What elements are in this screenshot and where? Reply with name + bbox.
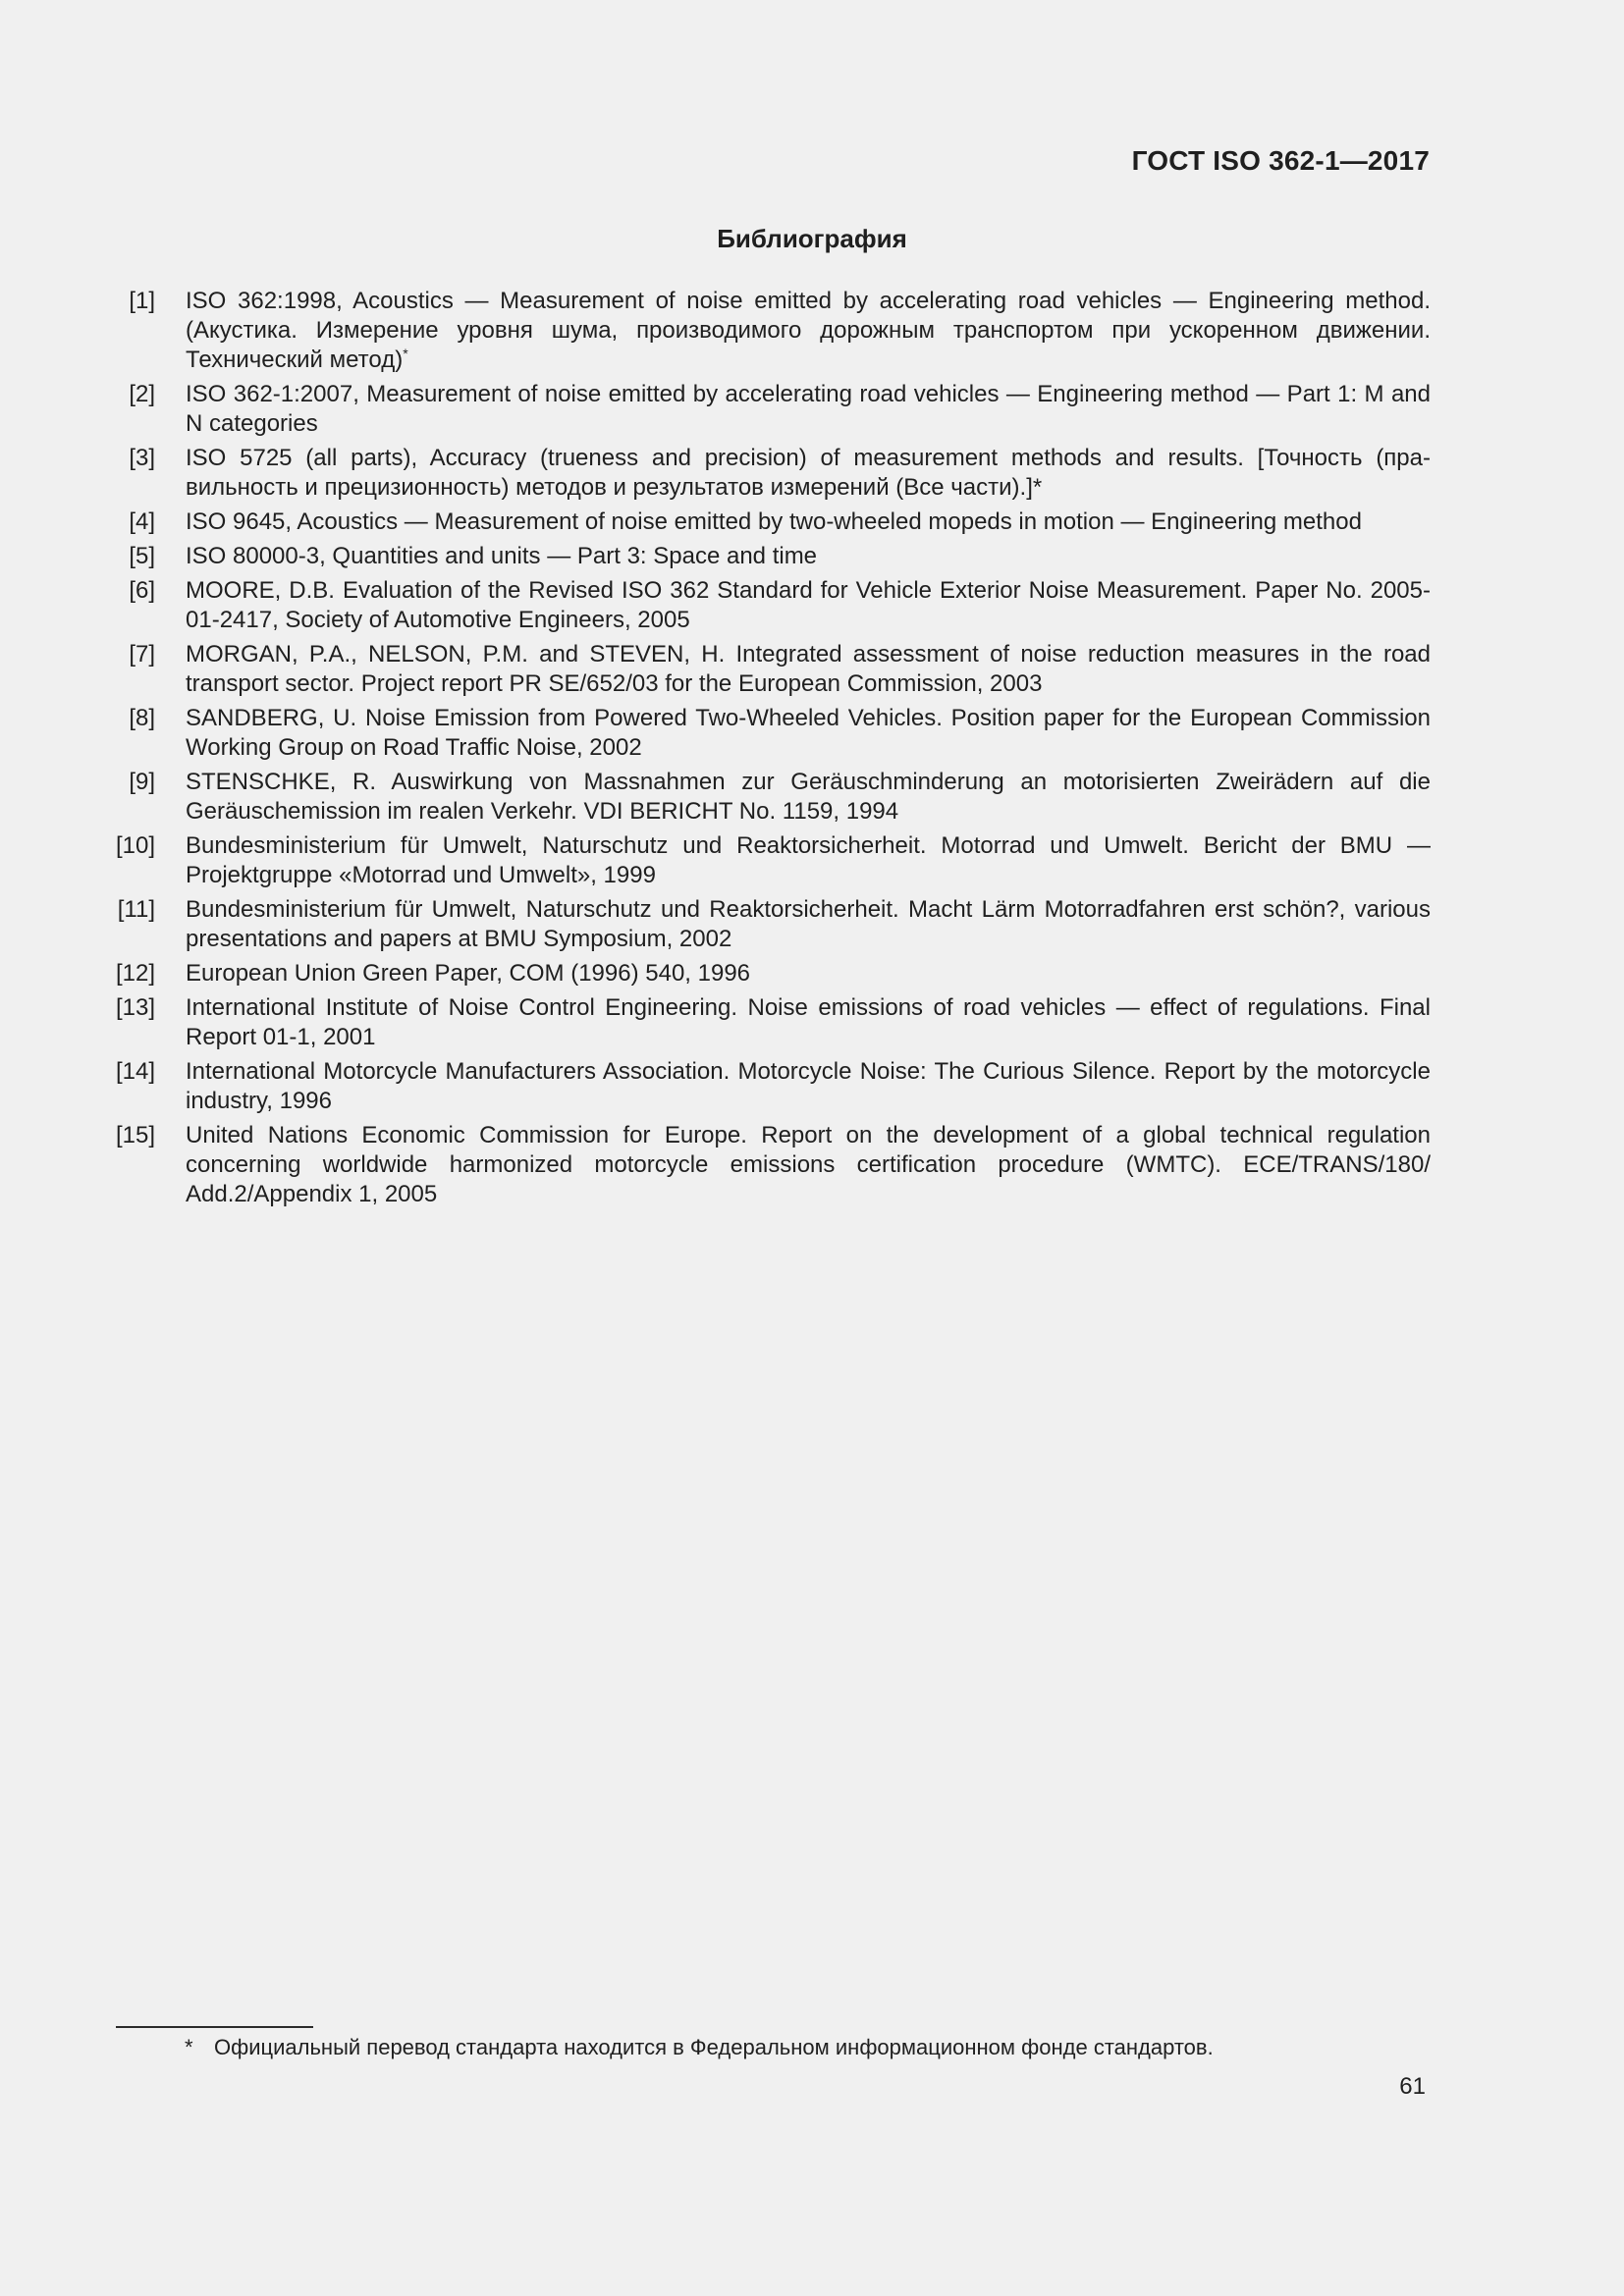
reference-text: STENSCHKE, R. Auswirkung von Massnahmen zur Geräuschminderung an motorisierten Zweirädern auf die Geräuschemission im realen Verkehr. VDI BERICHT No. 1159, 1994 [186,769,1431,825]
reference-text: ISO 9645, Acoustics — Measurement of noise emitted by two-wheeled mopeds in motion — Engineering method [186,508,1362,535]
reference-item [108,542,1431,571]
page-number: 61 [1399,2073,1426,2100]
reference-text: ISO 80000-3, Quantities and units — Part 3: Space and time [186,543,818,569]
reference-item [108,959,1431,988]
reference-text: United Nations Economic Commission for Europe. Report on the development of a global technical regulation concerning worldwide harmonized motorcycle emissions certification procedure (WMTC). ECE/TRANS/180/ Add.2/Appendix 1, 2005 [186,1122,1431,1207]
footnote-marker: * [185,2035,193,2059]
reference-item [108,640,1431,699]
reference-text: MORGAN, P.A., NELSON, P.M. and STEVEN, H. Integrated assessment of noise reduction measures in the road transport sector. Project report PR SE/652/03 for the European Commission, 2003 [186,641,1431,697]
reference-item [108,768,1431,827]
reference-number: [12] [115,960,155,987]
reference-number: [5] [129,543,155,569]
reference-text: Bundesministerium für Umwelt, Naturschutz und Reaktorsicherheit. Motorrad und Umwelt. Bericht der BMU — Projektgruppe «Motorrad und Umwelt», 1999 [186,832,1431,888]
reference-number: [4] [129,508,155,535]
reference-text: International Institute of Noise Control Engineering. Noise emissions of road vehicles — effect of regulations. Final Report 01-1, 2001 [186,994,1431,1050]
reference-text: MOORE, D.B. Evaluation of the Revised ISO 362 Standard for Vehicle Exterior Noise Measurement. Paper No. 2005-01-2417, Society of Automotive Engineers, 2005 [186,577,1431,633]
reference-text: SANDBERG, U. Noise Emission from Powered Two-Wheeled Vehicles. Position paper for the European Commission Working Group on Road Traffic Noise, 2002 [186,705,1431,761]
reference-item [108,831,1431,890]
reference-number: [3] [129,445,155,471]
reference-number: [8] [129,705,155,731]
document-code: ГОСТ ISO 362-1—2017 [1131,145,1430,176]
reference-text: ISO 362:1998, Acoustics — Measurement of noise emitted by accelerating road vehicles — Engineering method. (Акустика. Измерение уровня шума, производимого дорожным транспортом при ускоренном движении. Технический метод)* [186,288,1431,373]
footnote-marker: * [403,346,408,361]
reference-item [108,895,1431,954]
reference-item [108,576,1431,635]
reference-text: European Union Green Paper, COM (1996) 540, 1996 [186,960,751,987]
reference-number: [2] [129,381,155,407]
footnote-separator [116,2026,313,2028]
bibliography-list [108,287,1431,1214]
reference-text: International Motorcycle Manufacturers Association. Motorcycle Noise: The Curious Silence. Report by the motorcycle industry, 1996 [186,1058,1431,1114]
reference-text: ISO 362-1:2007, Measurement of noise emitted by accelerating road vehicles — Engineering method — Part 1: M and N categories [186,381,1431,437]
reference-item [108,993,1431,1052]
reference-number: [7] [129,641,155,667]
reference-number: [13] [115,994,155,1021]
reference-item [108,287,1431,375]
reference-number: [6] [129,577,155,604]
section-title: Библиография [717,224,907,253]
reference-item [108,444,1431,503]
footnote-text: Официальный перевод стандарта находится в Федеральном информационном фонде стандартов. [214,2035,1214,2059]
reference-number: [10] [115,832,155,859]
reference-number: [9] [129,769,155,795]
reference-number: [14] [115,1058,155,1085]
reference-number: [15] [115,1122,155,1148]
reference-number: [11] [117,896,155,923]
reference-number: [1] [129,288,155,314]
reference-item [108,1121,1431,1209]
reference-text: Bundesministerium für Umwelt, Naturschutz und Reaktorsicherheit. Macht Lärm Motorradfahren erst schön?, various presentations and papers at BMU Symposium, 2002 [186,896,1431,952]
reference-item [108,704,1431,763]
footnote [185,2034,1214,2061]
reference-item [108,1057,1431,1116]
reference-text: ISO 5725 (all parts), Accuracy (trueness and precision) of measurement methods and results. [Точность (правильность и прецизионность) методов и результатов измерений (Все части).]* [186,445,1431,501]
reference-item [108,507,1431,537]
reference-item [108,380,1431,439]
